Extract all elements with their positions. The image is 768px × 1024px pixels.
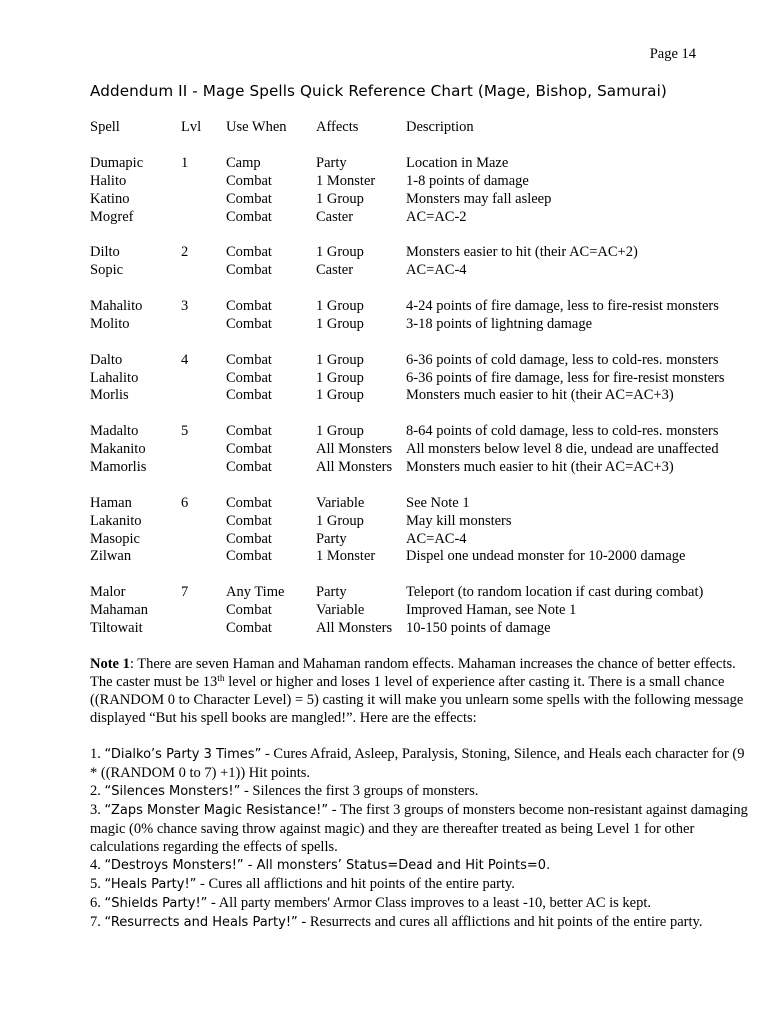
effect-text: - Resurrects and cures all afflictions and hit points of the entire party.: [297, 914, 703, 930]
effect-quote: “Silences Monsters!”: [104, 784, 241, 799]
table-row: [90, 548, 750, 566]
affects: 1 Group: [316, 387, 364, 404]
note-1-label: Note 1: [90, 656, 130, 672]
spell-name: Dalto: [90, 351, 123, 368]
affects: Variable: [316, 494, 365, 511]
table-row: [90, 387, 750, 405]
table-row: [90, 495, 750, 513]
affects: 1 Group: [316, 351, 364, 368]
effect-number: 5.: [90, 876, 101, 892]
spell-name: Tiltowait: [90, 620, 143, 637]
effect-number: 2.: [90, 783, 101, 799]
spell-name: Molito: [90, 315, 130, 332]
spell-name: Haman: [90, 494, 132, 511]
list-item: [90, 894, 750, 913]
use-when: Combat: [226, 530, 272, 547]
affects: Party: [316, 530, 347, 547]
affects: 1 Monster: [316, 172, 376, 189]
use-when: Combat: [226, 512, 272, 529]
table-row: [90, 441, 750, 459]
affects: 1 Group: [316, 315, 364, 332]
note-1-paragraph: [90, 655, 750, 727]
table-row: [90, 209, 750, 227]
description: Teleport (to random location if cast during combat): [406, 584, 704, 601]
use-when: Any Time: [226, 584, 285, 601]
use-when: Combat: [226, 423, 272, 440]
description: Monsters much easier to hit (their AC=AC+3): [406, 459, 674, 476]
spell-level: 5: [181, 423, 189, 440]
list-item: [90, 745, 750, 782]
spell-level-group: [90, 352, 750, 406]
description: May kill monsters: [406, 512, 512, 529]
affects: 1 Monster: [316, 548, 376, 565]
description: 3-18 points of lightning damage: [406, 315, 593, 332]
table-row: [90, 155, 750, 173]
description: 8-64 points of cold damage, less to cold-res. monsters: [406, 423, 719, 440]
use-when: Combat: [226, 602, 272, 619]
header-lvl: Lvl: [181, 119, 202, 135]
spell-level: 7: [181, 584, 189, 601]
use-when: Combat: [226, 620, 272, 637]
use-when: Combat: [226, 262, 272, 279]
spell-name: Sopic: [90, 262, 124, 279]
description: 6-36 points of cold damage, less to cold-res. monsters: [406, 351, 719, 368]
list-item: [90, 856, 750, 875]
spell-name: Makanito: [90, 441, 146, 458]
effect-number: 6.: [90, 895, 101, 911]
description: Location in Maze: [406, 154, 509, 171]
effect-quote: “Destroys Monsters!” - All monsters’ Status=Dead and Hit Points=0.: [104, 858, 551, 873]
list-item: [90, 801, 750, 856]
spell-level-group: [90, 584, 750, 638]
use-when: Combat: [226, 494, 272, 511]
spell-name: Morlis: [90, 387, 129, 404]
description: Monsters easier to hit (their AC=AC+2): [406, 244, 638, 261]
spell-name: Madalto: [90, 423, 139, 440]
table-row: [90, 352, 750, 370]
description: 6-36 points of fire damage, less for fire-resist monsters: [406, 369, 725, 386]
spell-name: Halito: [90, 172, 127, 189]
spell-level: 2: [181, 244, 189, 261]
effect-text: - Cures all afflictions and hit points of the entire party.: [196, 876, 515, 892]
affects: 1 Group: [316, 512, 364, 529]
spell-level-group: [90, 495, 750, 567]
use-when: Combat: [226, 369, 272, 386]
effect-number: 4.: [90, 857, 101, 873]
header-affects: Affects: [316, 119, 359, 135]
effect-quote: “Zaps Monster Magic Resistance!”: [104, 803, 329, 818]
spell-name: Dumapic: [90, 154, 144, 171]
spell-level-group: [90, 423, 750, 477]
affects: 1 Group: [316, 369, 364, 386]
spell-level-group: [90, 244, 750, 280]
spell-level-group: [90, 155, 750, 227]
list-item: [90, 913, 750, 932]
use-when: Combat: [226, 387, 272, 404]
page-title: Addendum II - Mage Spells Quick Reference Chart (Mage, Bishop, Samurai): [90, 82, 667, 100]
effect-number: 3.: [90, 802, 101, 818]
spell-level-group: [90, 298, 750, 334]
description: AC=AC-4: [406, 262, 467, 279]
affects: All Monsters: [316, 620, 393, 637]
use-when: Combat: [226, 172, 272, 189]
spell-level: 4: [181, 351, 189, 368]
spell-name: Mahalito: [90, 298, 143, 315]
table-row: [90, 262, 750, 280]
effect-number: 1.: [90, 746, 101, 762]
use-when: Combat: [226, 298, 272, 315]
affects: 1 Group: [316, 298, 364, 315]
notes-section: [90, 655, 750, 932]
note-1-text-a: : There are seven Haman and Mahaman random effects. Mahaman increases the chance of better effects. The caster must be 13: [90, 656, 736, 690]
description: 10-150 points of damage: [406, 620, 551, 637]
effect-quote: “Shields Party!”: [104, 896, 208, 911]
effect-text: - The first 3 groups of monsters become non-resistant against damaging magic (0% chance saving throw against magic) and they are thereafter treated as being Level 1 for other calculations regarding the effects of spells.: [90, 802, 748, 855]
effect-text: - All party members' Armor Class improves to a least -10, better AC is kept.: [207, 895, 652, 911]
table-row: [90, 459, 750, 477]
use-when: Combat: [226, 244, 272, 261]
effect-text: - Cures Afraid, Asleep, Paralysis, Stoning, Silence, and Heals each character for (9 * ((RANDOM 0 to 7) +1)) Hit points.: [90, 746, 745, 781]
use-when: Combat: [226, 208, 272, 225]
spell-name: Mahaman: [90, 602, 148, 619]
affects: Caster: [316, 208, 354, 225]
effect-number: 7.: [90, 914, 101, 930]
table-row: [90, 244, 750, 262]
affects: All Monsters: [316, 441, 393, 458]
table-row: [90, 316, 750, 334]
effect-quote: “Resurrects and Heals Party!”: [104, 915, 298, 930]
affects: Party: [316, 154, 347, 171]
spell-name: Lakanito: [90, 512, 142, 529]
table-row: [90, 370, 750, 388]
table-row: [90, 602, 750, 620]
affects: 1 Group: [316, 423, 364, 440]
use-when: Combat: [226, 315, 272, 332]
affects: All Monsters: [316, 459, 393, 476]
table-row: [90, 513, 750, 531]
spell-name: Zilwan: [90, 548, 132, 565]
spell-name: Malor: [90, 584, 126, 601]
affects: Party: [316, 584, 347, 601]
use-when: Combat: [226, 548, 272, 565]
effect-quote: “Heals Party!”: [104, 877, 197, 892]
affects: Caster: [316, 262, 354, 279]
description: 4-24 points of fire damage, less to fire-resist monsters: [406, 298, 719, 315]
table-row: [90, 191, 750, 209]
description: AC=AC-4: [406, 530, 467, 547]
header-description: Description: [406, 119, 474, 135]
affects: 1 Group: [316, 190, 364, 207]
spell-name: Katino: [90, 190, 130, 207]
description: 1-8 points of damage: [406, 172, 529, 189]
spell-name: Dilto: [90, 244, 120, 261]
spell-level: 1: [181, 154, 189, 171]
list-item: [90, 875, 750, 894]
description: Monsters may fall asleep: [406, 190, 552, 207]
spell-groups: [90, 155, 750, 638]
table-header-row: [90, 119, 750, 137]
use-when: Combat: [226, 441, 272, 458]
spell-name: Mamorlis: [90, 459, 147, 476]
spell-level: 6: [181, 494, 189, 511]
use-when: Combat: [226, 190, 272, 207]
affects: Variable: [316, 602, 365, 619]
effect-quote: “Dialko’s Party 3 Times”: [104, 747, 262, 762]
description: All monsters below level 8 die, undead are unaffected: [406, 441, 719, 458]
use-when: Combat: [226, 459, 272, 476]
page-number: Page 14: [649, 46, 696, 62]
effects-list: [90, 745, 750, 932]
description: Improved Haman, see Note 1: [406, 602, 577, 619]
table-row: [90, 620, 750, 638]
description: AC=AC-2: [406, 208, 467, 225]
description: See Note 1: [406, 494, 470, 511]
table-row: [90, 173, 750, 191]
note-1-text-b: level or higher and loses 1 level of experience after casting it. There is a small chance ((RANDOM 0 to Character Level) = 5) casting it will make you unlearn some spells with the following message displayed “But his spell books are mangled!”. Here are the effects:: [90, 674, 744, 726]
table-row: [90, 298, 750, 316]
description: Dispel one undead monster for 10-2000 damage: [406, 548, 686, 565]
list-item: [90, 782, 750, 801]
use-when: Combat: [226, 351, 272, 368]
header-use-when: Use When: [226, 119, 287, 135]
header-spell: Spell: [90, 119, 120, 135]
note-1-superscript: th: [217, 674, 225, 684]
effect-text: - Silences the first 3 groups of monsters.: [240, 783, 479, 799]
use-when: Camp: [226, 154, 261, 171]
description: Monsters much easier to hit (their AC=AC+3): [406, 387, 674, 404]
table-row: [90, 584, 750, 602]
affects: 1 Group: [316, 244, 364, 261]
spell-name: Mogref: [90, 208, 134, 225]
spell-name: Masopic: [90, 530, 140, 547]
spell-level: 3: [181, 298, 189, 315]
table-row: [90, 423, 750, 441]
spell-name: Lahalito: [90, 369, 139, 386]
spell-table: [90, 119, 750, 656]
table-row: [90, 531, 750, 549]
